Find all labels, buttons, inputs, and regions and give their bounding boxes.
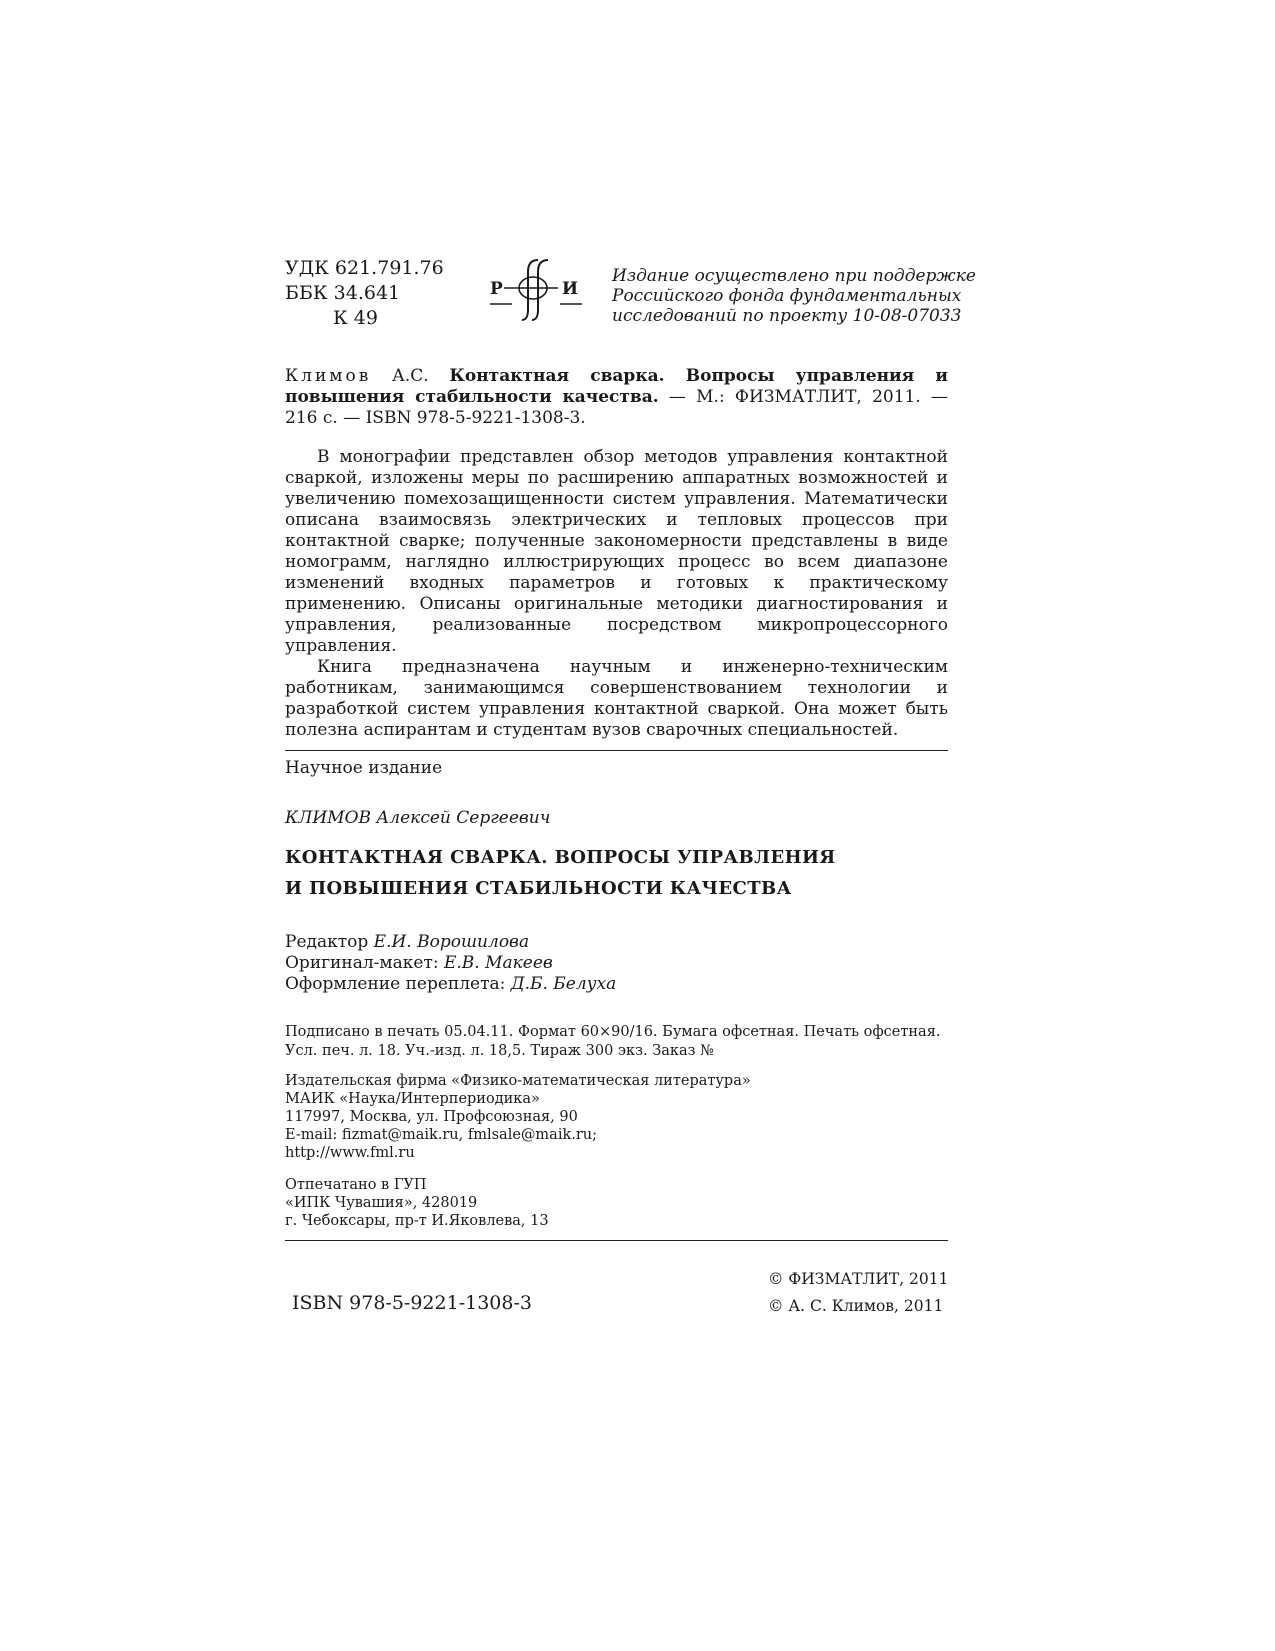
biblio-author: Климов [285,366,372,386]
rffi-logo-right-letter: И [562,279,579,299]
publisher-url: http://www.fml.ru [285,1145,415,1161]
support-line: исследований по проекту 10-08-07033 [612,306,962,326]
bibliographic-entry [285,366,948,429]
credit-layout [285,953,616,974]
printer-line: «ИПК Чувашия», 428019 [285,1195,478,1211]
credit-editor [285,932,616,953]
rffi-logo-left-letter: Р [490,279,503,299]
copyright-block [768,1266,949,1320]
publisher-line: 117997, Москва, ул. Профсоюзная, 90 [285,1109,578,1125]
book-title [285,842,836,904]
edition-kind: Научное издание [285,758,443,778]
credit-role: Оригинал-макет: [285,953,444,973]
support-line: Издание осуществлено при поддержке [612,266,976,286]
biblio-details: — М.: ФИЗМАТЛИТ, 2011. — 216 с. — ISBN 978-5-9221-1308-3. [285,387,948,428]
imprint-line: Усл. печ. л. 18. Уч.-изд. л. 18,5. Тираж 300 экз. Заказ № [285,1043,714,1059]
abstract-paragraph: В монографии представлен обзор методов управления контактной сваркой, изложены меры по расширению аппаратных возможностей и увеличению помехозащищенности систем управления. Математически описана взаимосвязь электрических и тепловых процессов при контактной сварке; полученные закономерности представлены в виде номограмм, наглядно иллюстрирующих процесс во всем диапазоне изменений входных параметров и готовых к практическому применению. Описаны оригинальные методики диагностирования и управления, реализованные посредством микропроцессорного управления. [285,447,948,656]
credit-cover [285,974,616,995]
credit-name: Д.Б. Белуха [510,974,617,994]
credit-role: Редактор [285,932,374,952]
abstract-paragraph: Книга предназначена научным и инженерно-техническим работникам, занимающимся совершенствованием технологии и разработкой систем управления контактной сваркой. Она может быть полезна аспирантам и студентам вузов сварочных специальностей. [285,657,948,740]
biblio-title: Контактная сварка. Вопросы управления и повышения стабильности качества. [285,366,949,407]
rffi-logo [490,258,602,322]
abstract [285,447,948,741]
support-line: Российского фонда фундаментальных [612,286,962,306]
credits [285,932,616,995]
udk-code: УДК 621.791.76 [285,257,444,279]
divider-top [285,750,948,751]
copyright-line: © А. С. Климов, 2011 [768,1297,944,1315]
publisher-info [285,1072,751,1162]
publisher-line: МАИК «Наука/Интерпериодика» [285,1091,540,1107]
title-line: КОНТАКТНАЯ СВАРКА. ВОПРОСЫ УПРАВЛЕНИЯ [285,847,836,868]
divider-bottom [285,1240,948,1241]
author-mark: К 49 [333,307,378,329]
printer-line: Отпечатано в ГУП [285,1177,427,1193]
print-details [285,1023,940,1061]
credit-name: Е.В. Макеев [443,953,553,973]
credit-role: Оформление переплета: [285,974,511,994]
biblio-initials: А.С. [371,366,450,386]
bbk-code: ББК 34.641 [285,282,401,304]
printer-info [285,1176,549,1230]
copyright-line: © ФИЗМАТЛИТ, 2011 [768,1270,949,1288]
author-full-name: КЛИМОВ Алексей Сергеевич [285,808,551,828]
support-note [612,266,976,326]
isbn: ISBN 978-5-9221-1308-3 [292,1292,532,1314]
classification-block [285,256,444,331]
title-line: И ПОВЫШЕНИЯ СТАБИЛЬНОСТИ КАЧЕСТВА [285,878,792,899]
credit-name: Е.И. Ворошилова [373,932,530,952]
publisher-email: E-mail: fizmat@maik.ru, fmlsale@maik.ru; [285,1127,598,1143]
printer-line: г. Чебоксары, пр-т И.Яковлева, 13 [285,1213,549,1229]
imprint-line: Подписано в печать 05.04.11. Формат 60×90/16. Бумага офсетная. Печать офсетная. [285,1024,941,1040]
publisher-line: Издательская фирма «Физико-математическая литература» [285,1073,751,1089]
